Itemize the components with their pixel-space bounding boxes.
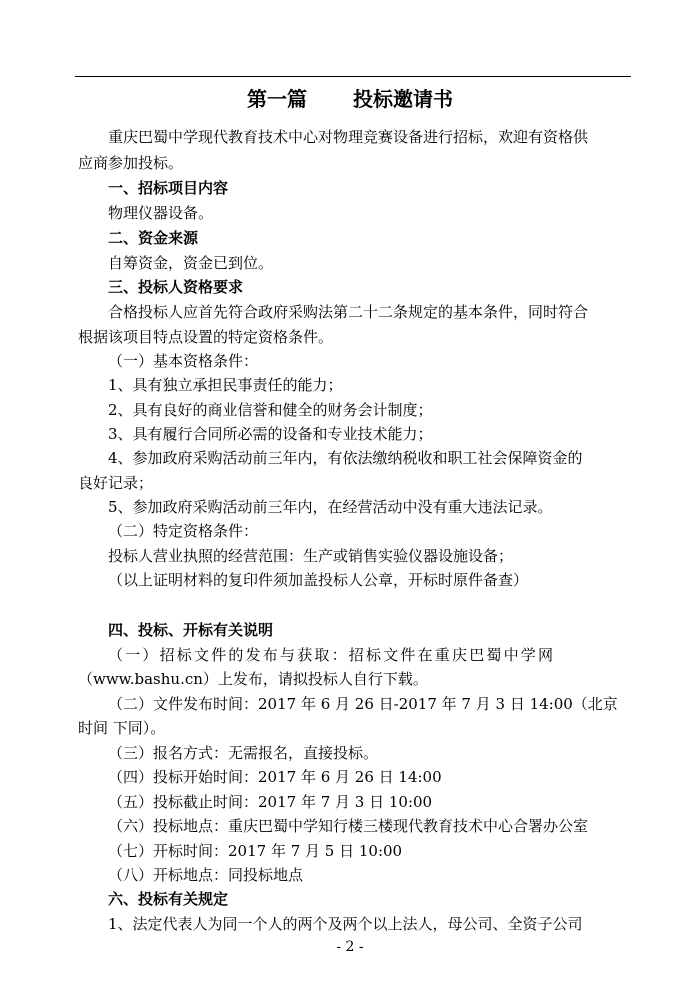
- title-part-name: 投标邀请书: [353, 87, 453, 111]
- section-heading-6: 六、投标有关规定: [108, 890, 229, 908]
- bid-location: （六）投标地点：重庆巴蜀中学知行楼三楼现代教育技术中心合署办公室: [108, 817, 589, 835]
- specific-qualification-heading: （二）特定资格条件：: [108, 522, 259, 540]
- header-rule: [75, 76, 631, 77]
- basic-qualification-item-3: 3、具有履行合同所必需的设备和专业技术能力；: [108, 425, 433, 443]
- basic-qualification-item-1: 1、具有独立承担民事责任的能力；: [108, 376, 343, 394]
- section-heading-2: 二、资金来源: [108, 229, 199, 247]
- basic-qualification-item-5: 5、参加政府采购活动前三年内，在经营活动中没有重大违法记录。: [108, 498, 553, 516]
- section-2-text: 自筹资金，资金已到位。: [108, 254, 274, 272]
- registration-method: （三）报名方式：无需报名，直接投标。: [108, 744, 379, 762]
- release-time-line-2: 时间 下同）。: [78, 719, 166, 737]
- bid-deadline: （五）投标截止时间：2017 年 7 月 3 日 10:00: [108, 793, 433, 811]
- intro-paragraph-line-2: 应商参加投标。: [78, 154, 184, 172]
- title-part-chapter: 第一篇: [247, 87, 307, 111]
- bid-doc-release-line-1: （一）招标文件的发布与获取：招标文件在重庆巴蜀中学网: [108, 646, 556, 664]
- bid-doc-release-line-2: （www.bashu.cn）上发布，请拟投标人自行下载。: [78, 670, 428, 688]
- section-heading-3: 三、投标人资格要求: [108, 278, 244, 296]
- section-6-text-line-1: 1、法定代表人为同一个人的两个及两个以上法人，母公司、全资子公司: [108, 915, 583, 933]
- section-3-text-line-2: 根据该项目特点设置的特定资格条件。: [78, 328, 334, 346]
- basic-qualification-heading: （一）基本资格条件：: [108, 352, 259, 370]
- opening-location: （八）开标地点：同投标地点: [108, 866, 304, 884]
- section-heading-1: 一、招标项目内容: [108, 179, 229, 197]
- opening-time: （七）开标时间：2017 年 7 月 5 日 10:00: [108, 842, 403, 860]
- page-number: - 2 -: [336, 939, 364, 955]
- basic-qualification-item-4-line-2: 良好记录；: [78, 474, 154, 492]
- section-heading-4: 四、投标、开标有关说明: [108, 621, 274, 639]
- release-time-line-1: （二）文件发布时间：2017 年 6 月 26 日-2017 年 7 月 3 日 14:00（北京: [108, 695, 618, 713]
- specific-qualification-note: （以上证明材料的复印件须加盖投标人公章，开标时原件备查）: [108, 571, 529, 589]
- intro-paragraph-line-1: 重庆巴蜀中学现代教育技术中心对物理竞赛设备进行招标，欢迎有资格供: [108, 128, 589, 146]
- document-title: [0, 86, 700, 112]
- basic-qualification-item-4-line-1: 4、参加政府采购活动前三年内，有依法缴纳税收和职工社会保障资金的: [108, 449, 583, 467]
- bid-start-time: （四）投标开始时间：2017 年 6 月 26 日 14:00: [108, 768, 442, 786]
- basic-qualification-item-2: 2、具有良好的商业信誉和健全的财务会计制度；: [108, 401, 433, 419]
- specific-qualification-item: 投标人营业执照的经营范围：生产或销售实验仪器设施设备；: [108, 547, 514, 565]
- section-3-text-line-1: 合格投标人应首先符合政府采购法第二十二条规定的基本条件，同时符合: [108, 303, 589, 321]
- section-1-text: 物理仪器设备。: [108, 204, 214, 222]
